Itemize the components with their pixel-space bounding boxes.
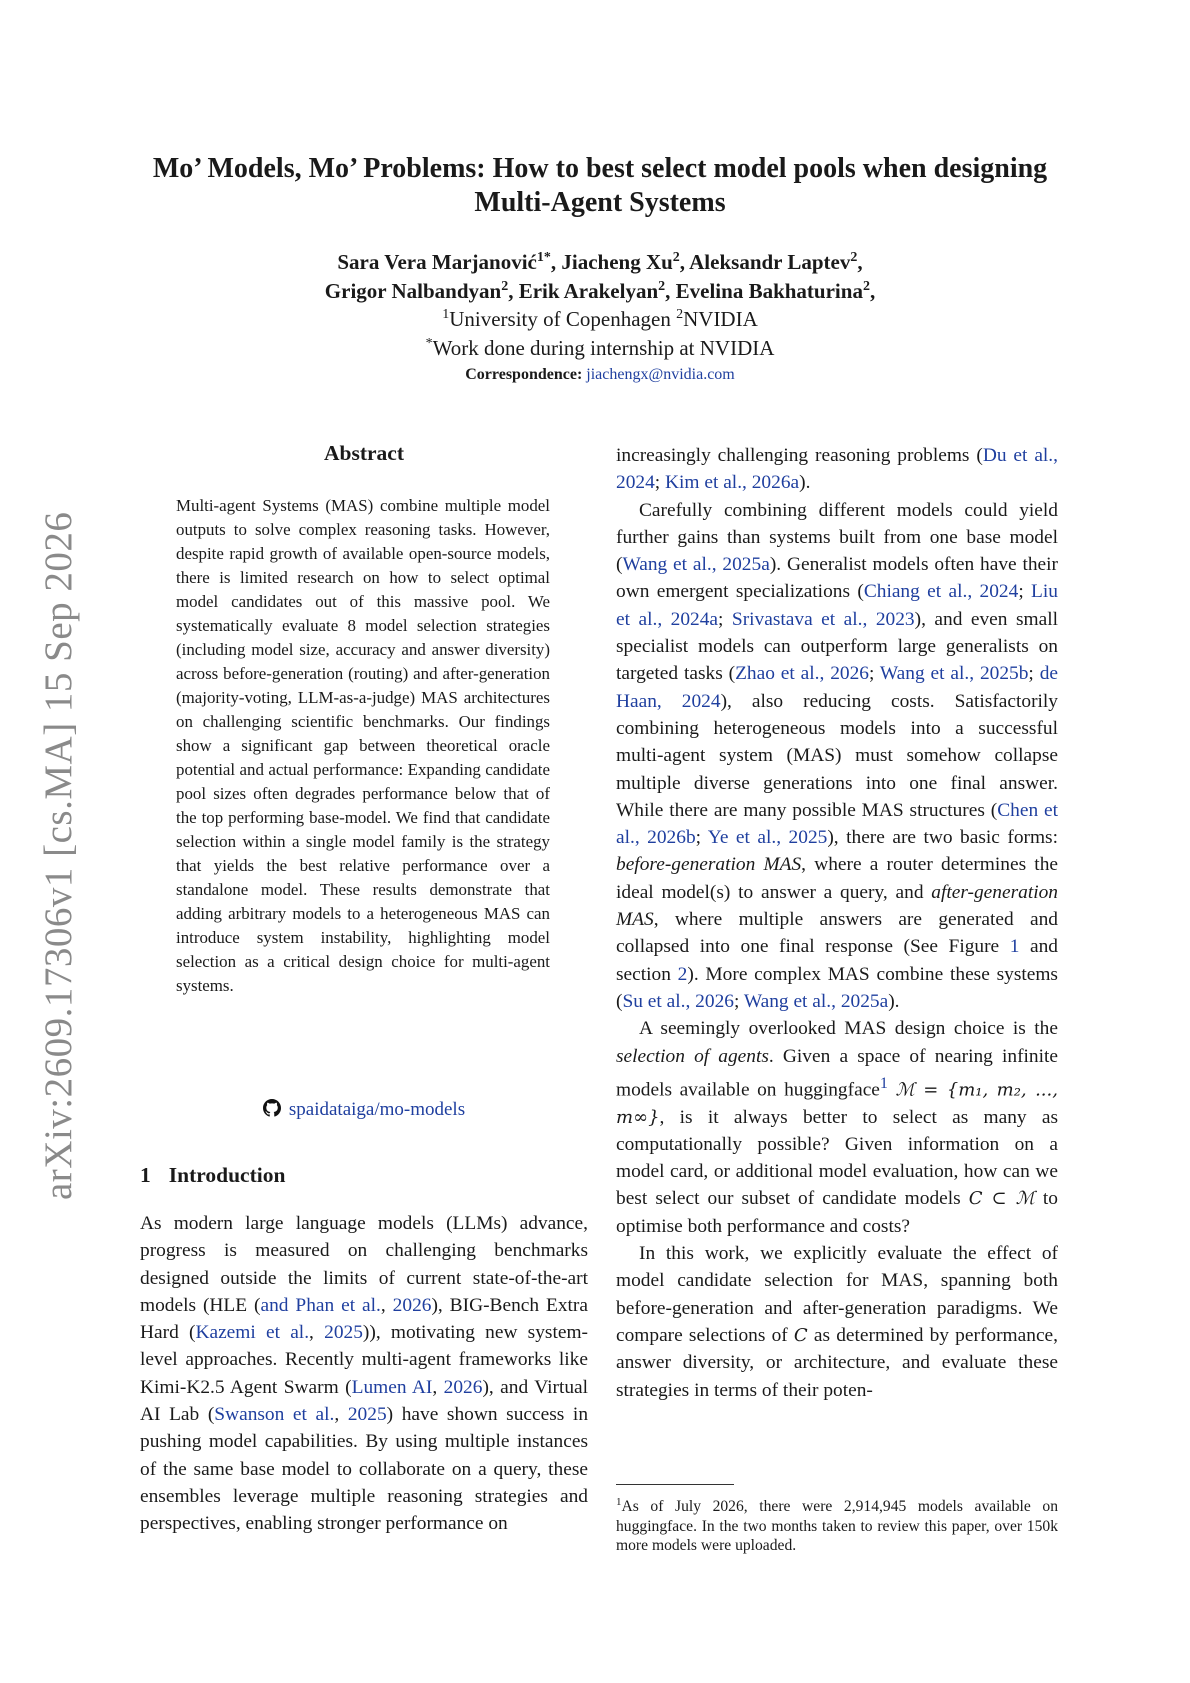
body-text: , <box>309 1322 325 1344</box>
author-name: Grigor Nalbandyan <box>324 279 502 303</box>
abstract-heading: Abstract <box>323 441 404 465</box>
citation-link[interactable]: 2025 <box>324 1322 363 1344</box>
citation-link[interactable]: de Haan, 2024 <box>616 663 1058 712</box>
body-text: . Given a space of nearing infinite models available on huggingface <box>616 1045 1058 1101</box>
correspondence-label: Correspondence: <box>465 366 583 383</box>
body-text: )), motivating new system-level approaches. Recently multi-agent frameworks like Kimi-K2.5 Agent Swarm ( <box>140 1322 588 1398</box>
body-text: ), and even small specialist models can outperform large generalists on targeted tasks ( <box>616 608 1058 685</box>
affil-sup: * <box>425 336 433 351</box>
body-text: ), there are two basic forms: <box>827 827 1058 849</box>
citation-link[interactable]: Ye et al., 2025 <box>707 827 828 849</box>
body-text: Carefully combining different models could yield further gains than systems built from one base model ( <box>616 499 1058 576</box>
correspondence <box>140 366 1060 384</box>
footnote-marker: 1 <box>616 1496 622 1508</box>
body-text: to optimise both performance and costs? <box>616 1188 1058 1237</box>
footnote-ref-link[interactable]: 1 <box>879 1074 888 1092</box>
body-text: , is it always better to select as many as computationally possible? Given information on a model card, or additional model evaluation, how can we best select our subset of candidate models <box>616 1106 1058 1210</box>
author-sup: 2 <box>672 250 680 265</box>
footnote-text: As of July 2026, there were 2,914,945 models available on huggingface. In the two months taken to review this paper, over 150k more models were uploaded. <box>616 1498 1058 1555</box>
citation-link[interactable]: Liu et al., 2024a <box>616 581 1058 630</box>
paper-title: Mo’ Models, Mo’ Problems: How to best select model pools when designing Multi-Agent Systems <box>152 153 1048 218</box>
emphasis-text: after-generation MAS <box>616 881 1058 931</box>
body-text: ). More complex MAS combine these systems ( <box>616 963 1058 1012</box>
citation-link[interactable]: Zhao et al., 2026 <box>735 663 869 685</box>
body-text: , <box>432 1376 444 1398</box>
citation-link[interactable]: Kazemi et al. <box>195 1322 310 1344</box>
author-name: Jiacheng Xu <box>561 250 673 274</box>
footnote <box>616 1493 1058 1556</box>
affiliation-1: University of Copenhagen <box>449 307 671 331</box>
body-text: In this work, we explicitly evaluate the effect of model candidate selection for MAS, spanning both before-generation and after-generation paradigms. We compare selections of <box>616 1243 1058 1346</box>
author-name: Sara Vera Marjanović <box>337 250 537 274</box>
repo-link[interactable]: spaidataiga/mo-models <box>288 1099 466 1120</box>
body-text: As modern large language models (LLMs) advance, progress is measured on challenging benchmarks designed outside the limits of current state-of-the-art models (HLE ( <box>140 1213 588 1316</box>
author-sup: 2 <box>501 279 509 294</box>
internship-note: Work done during internship at NVIDIA <box>432 336 775 360</box>
body-text: ; <box>869 663 880 685</box>
body-text: increasingly challenging reasoning problems ( <box>616 445 983 466</box>
right-column <box>616 442 1058 1404</box>
figure-ref-link[interactable]: 1 <box>1009 936 1020 958</box>
body-text: ), and Virtual AI Lab ( <box>140 1376 589 1426</box>
citation-link[interactable]: 2026 <box>392 1294 432 1316</box>
body-text: A seemingly overlooked MAS design choice is the <box>639 1018 1058 1040</box>
body-text: ; <box>1018 581 1032 603</box>
body-text: ; <box>695 827 708 849</box>
body-text: ), also reducing costs. Satisfactorily combining heterogeneous models into a successful multi-agent system (MAS) must somehow collapse multiple diverse generations into one final answer. While there are many possible MAS structures ( <box>616 690 1059 821</box>
citation-link[interactable]: Lumen AI <box>351 1376 433 1398</box>
body-text: and section <box>616 936 1058 985</box>
repo-link-row <box>140 1099 588 1121</box>
body-text: ; <box>1028 663 1040 685</box>
affil-sup: 1 <box>442 307 450 322</box>
section-heading-introduction <box>140 1163 285 1188</box>
author-sup: 1* <box>536 250 551 265</box>
citation-link[interactable]: Wang et al., 2025a <box>743 990 889 1012</box>
citation-link[interactable]: Wang et al., 2025a <box>622 554 770 576</box>
citation-link[interactable]: Chen et al., 2026b <box>616 799 1058 849</box>
body-text: , <box>334 1404 348 1426</box>
section-title: Introduction <box>168 1163 286 1187</box>
citation-link[interactable]: 2026 <box>443 1376 483 1398</box>
body-text: ). <box>799 472 811 494</box>
math-expression: C ⊂ ℳ <box>968 1188 1035 1210</box>
body-text: ; <box>733 990 744 1012</box>
correspondence-email-link[interactable]: jiachengx@nvidia.com <box>586 366 735 383</box>
citation-link[interactable]: 2025 <box>347 1404 387 1426</box>
paragraph <box>616 1240 1058 1404</box>
section-ref-link[interactable]: 2 <box>677 963 688 985</box>
body-text: , where a router determines the ideal model(s) to answer a query, and <box>616 854 1058 903</box>
body-text: , <box>380 1294 393 1316</box>
body-text: ; <box>718 608 732 630</box>
author-name: Evelina Bakhaturina <box>675 279 863 303</box>
body-text: ) have shown success in pushing model capabilities. By using multiple instances of the same base model to collaborate on a query, these ensembles leverage multiple reasoning strategies and perspectives, enabling stronger performance on <box>140 1404 589 1535</box>
citation-link[interactable]: Wang et al., 2025b <box>879 663 1029 685</box>
citation-link[interactable]: and Phan et al. <box>260 1294 381 1316</box>
author-list: Sara Vera Marjanović$^{1*}$, Jiacheng Xu$^2$, Aleksandr Laptev$^2$, Grigor Nalbandyan$^2$, Erik Arakelyan$^2$, Evelina Bakhaturina$^2$, <box>324 250 876 303</box>
emphasis-text: selection of agents <box>616 1045 769 1067</box>
paragraph <box>616 1015 1058 1240</box>
math-expression: ℳ = {m₁, m₂, ..., m∞} <box>616 1079 1058 1128</box>
citation-link[interactable]: Su et al., 2026 <box>622 990 734 1012</box>
citation-link[interactable]: Kim et al., 2026a <box>665 472 800 494</box>
citation-link[interactable]: Srivastava et al., 2023 <box>731 608 915 630</box>
emphasis-text: before-generation MAS <box>616 854 802 876</box>
body-text: ). <box>888 990 900 1012</box>
introduction-paragraph <box>140 1210 588 1538</box>
github-icon <box>263 1099 281 1117</box>
paragraph <box>616 442 1058 497</box>
affiliation-2: NVIDIA <box>683 307 758 331</box>
citation-link[interactable]: Chiang et al., 2024 <box>863 581 1019 603</box>
author-sup: 2 <box>850 250 858 265</box>
section-number: 1 <box>140 1163 151 1187</box>
affiliations <box>140 305 1060 363</box>
body-text: , where multiple answers are generated and collapsed into one final response (See Figure <box>616 909 1058 958</box>
body-text: ). Generalist models often have their own emergent specializations ( <box>616 554 1058 603</box>
author-name: Aleksandr Laptev <box>689 250 851 274</box>
body-text: ), BIG-Bench Extra Hard ( <box>140 1294 588 1344</box>
math-expression: C <box>793 1324 808 1346</box>
author-sup: 2 <box>658 279 666 294</box>
author-sup: 2 <box>862 279 870 294</box>
body-text: as determined by performance, answer diversity, or architecture, and evaluate these strategies in terms of their poten- <box>616 1324 1059 1401</box>
abstract-text: Multi-agent Systems (MAS) combine multiple model outputs to solve complex reasoning tasks. However, despite rapid growth of available open-source models, there is limited research on how to select optimal model candidates out of this massive pool. We systematically evaluate 8 model selection strategies (including model size, accuracy and answer diversity) across before-generation (routing) and after-generation (majority-voting, LLM-as-a-judge) MAS architectures on challenging scientific benchmarks. Our findings show a significant gap between theoretical oracle potential and actual performance: Expanding candidate pool sizes often degrades performance below that of the top performing base-model. We find that candidate selection within a single model family is the strategy that yields the best relative performance over a standalone model. These results demonstrate that adding arbitrary models to a heterogeneous MAS can introduce system instability, highlighting model selection as a critical design choice for multi-agent systems. <box>176 496 550 995</box>
paragraph <box>616 497 1058 1016</box>
body-text: ; <box>654 472 666 494</box>
citation-link[interactable]: Swanson et al. <box>214 1404 335 1426</box>
author-name: Erik Arakelyan <box>518 279 659 303</box>
citation-link[interactable]: Du et al., 2024 <box>616 445 1059 494</box>
footnote-divider <box>616 1484 734 1485</box>
affil-sup: 2 <box>676 307 684 322</box>
arxiv-identifier: arXiv:2609.17306v1 [cs.MA] 15 Sep 2026 <box>37 511 80 1200</box>
